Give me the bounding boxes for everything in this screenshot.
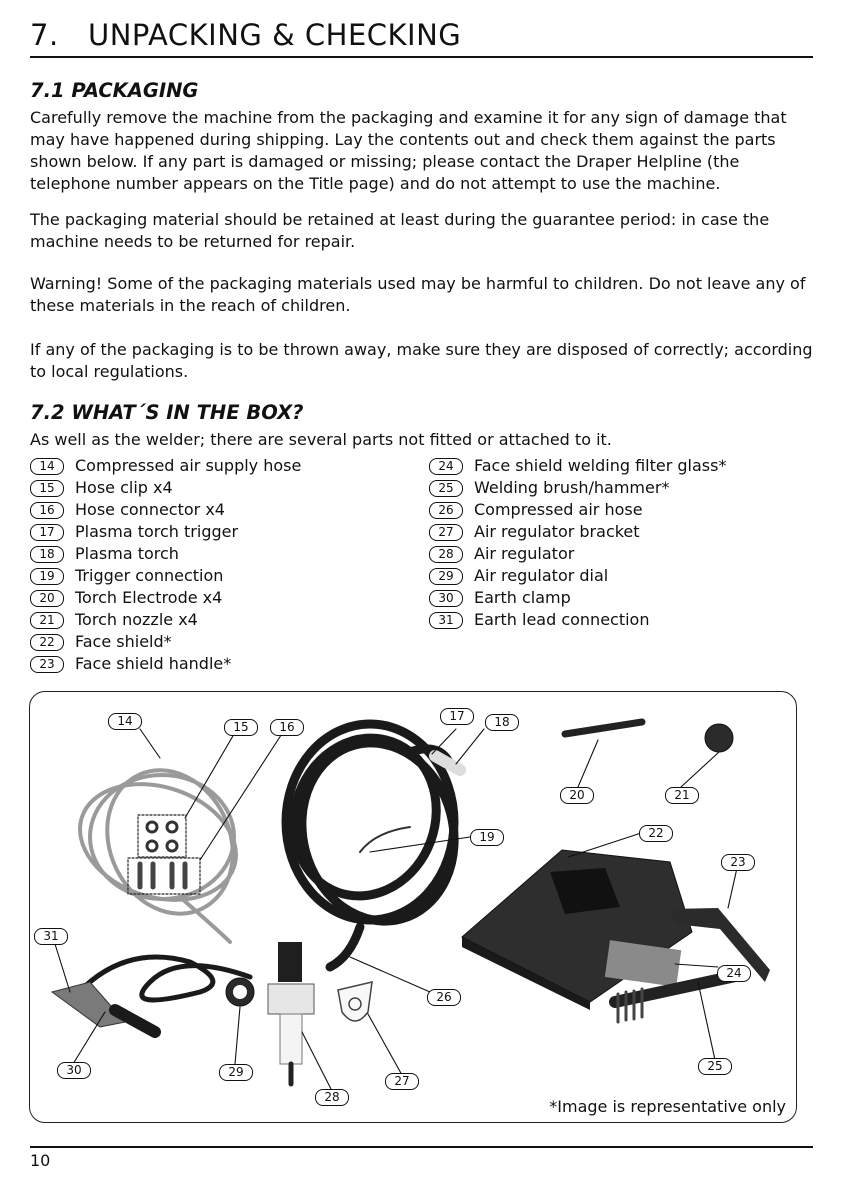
part-label: Welding brush/hammer* <box>474 478 670 497</box>
part-number-badge: 30 <box>429 590 463 607</box>
list-item <box>30 565 301 587</box>
callout-31: 31 <box>34 928 68 945</box>
part-label: Air regulator bracket <box>474 522 640 541</box>
callout-30: 30 <box>57 1062 91 1079</box>
list-item <box>429 565 726 587</box>
part-label: Face shield* <box>75 632 172 651</box>
list-item <box>30 631 301 653</box>
list-item <box>30 609 301 631</box>
list-item <box>429 543 726 565</box>
callout-16: 16 <box>270 719 304 736</box>
part-number-badge: 14 <box>30 458 64 475</box>
callout-15: 15 <box>224 719 258 736</box>
packaging-paragraph-1: Carefully remove the machine from the packaging and examine it for any sign of damage that may have happened during shipping. Lay the contents out and check them against the parts shown below. If any part is damaged or missing; please contact the Draper Helpline (the telephone number appears on the Title page) and do not attempt to use the machine. <box>30 108 787 193</box>
section-title-text: UNPACKING & CHECKING <box>88 18 462 52</box>
parts-list-right <box>429 455 726 631</box>
trigger-lead <box>360 827 410 852</box>
nozzle-illustration <box>705 724 733 752</box>
part-label: Torch nozzle x4 <box>75 610 198 629</box>
electrode-illustration <box>565 722 642 734</box>
part-number-badge: 22 <box>30 634 64 651</box>
callout-28: 28 <box>315 1089 349 1106</box>
list-item <box>30 499 301 521</box>
title-divider <box>30 56 813 58</box>
face-shield-illustration <box>462 850 692 1010</box>
part-number-badge: 24 <box>429 458 463 475</box>
packaging-heading: 7.1 PACKAGING <box>30 79 199 102</box>
part-number-badge: 23 <box>30 656 64 673</box>
packaging-paragraph-2: The packaging material should be retained at least during the guarantee period: in case the machine needs to be returned for repair. <box>30 210 770 251</box>
section-title <box>30 18 461 52</box>
list-item <box>429 587 726 609</box>
part-label: Plasma torch trigger <box>75 522 239 541</box>
part-number-badge: 26 <box>429 502 463 519</box>
list-item <box>30 455 301 477</box>
packaging-paragraph-3: Warning! Some of the packaging materials used may be harmful to children. Do not leave any of these materials in the reach of children. <box>30 274 806 315</box>
parts-list-left <box>30 455 301 675</box>
callout-17: 17 <box>440 708 474 725</box>
part-label: Plasma torch <box>75 544 179 563</box>
part-label: Air regulator <box>474 544 575 563</box>
page-number: 10 <box>30 1151 51 1170</box>
part-number-badge: 21 <box>30 612 64 629</box>
packaging-paragraph-4: If any of the packaging is to be thrown away, make sure they are disposed of correctly; according to local regulations. <box>30 340 813 381</box>
callout-26: 26 <box>427 989 461 1006</box>
part-label: Compressed air supply hose <box>75 456 302 475</box>
part-label: Trigger connection <box>75 566 224 585</box>
callout-23: 23 <box>721 854 755 871</box>
part-number-badge: 29 <box>429 568 463 585</box>
part-number-badge: 18 <box>30 546 64 563</box>
callout-20: 20 <box>560 787 594 804</box>
list-item <box>30 477 301 499</box>
hose-clips-illustration <box>147 822 177 851</box>
part-number-badge: 31 <box>429 612 463 629</box>
callout-21: 21 <box>665 787 699 804</box>
welding-brush-illustration <box>615 975 740 1022</box>
list-item <box>429 455 726 477</box>
part-number-badge: 15 <box>30 480 64 497</box>
list-item <box>30 543 301 565</box>
parts-figure <box>29 691 797 1123</box>
list-item <box>30 653 301 675</box>
earth-clamp-illustration <box>52 957 250 1032</box>
callout-18: 18 <box>485 714 519 731</box>
footer-divider <box>30 1146 813 1148</box>
list-item <box>429 499 726 521</box>
part-label: Face shield welding filter glass* <box>474 456 727 475</box>
callout-29: 29 <box>219 1064 253 1081</box>
air-regulator-illustration <box>268 942 314 1084</box>
parts-illustration <box>30 692 797 1123</box>
callout-14: 14 <box>108 713 142 730</box>
part-label: Air regulator dial <box>474 566 609 585</box>
callout-22: 22 <box>639 825 673 842</box>
box-heading: 7.2 WHAT´S IN THE BOX? <box>30 401 304 424</box>
air-supply-hose-illustration <box>65 750 256 942</box>
part-label: Earth lead connection <box>474 610 650 629</box>
callout-24: 24 <box>717 965 751 982</box>
regulator-bracket-illustration <box>338 982 372 1021</box>
part-number-badge: 20 <box>30 590 64 607</box>
part-label: Earth clamp <box>474 588 571 607</box>
hose-clips-box <box>138 815 186 857</box>
list-item <box>429 521 726 543</box>
part-label: Face shield handle* <box>75 654 232 673</box>
representative-note: *Image is representative only <box>549 1097 786 1116</box>
part-label: Hose connector x4 <box>75 500 225 519</box>
callout-19: 19 <box>470 829 504 846</box>
part-label: Compressed air hose <box>474 500 643 519</box>
part-number-badge: 27 <box>429 524 463 541</box>
section-number: 7. <box>30 18 59 52</box>
part-number-badge: 28 <box>429 546 463 563</box>
part-label: Hose clip x4 <box>75 478 173 497</box>
hose-connectors-illustration <box>140 864 185 887</box>
part-number-badge: 19 <box>30 568 64 585</box>
list-item <box>429 609 726 631</box>
part-number-badge: 16 <box>30 502 64 519</box>
list-item <box>429 477 726 499</box>
list-item <box>30 521 301 543</box>
box-intro: As well as the welder; there are several parts not fitted or attached to it. <box>30 430 612 449</box>
callout-25: 25 <box>698 1058 732 1075</box>
list-item <box>30 587 301 609</box>
callout-27: 27 <box>385 1073 419 1090</box>
part-number-badge: 17 <box>30 524 64 541</box>
part-label: Torch Electrode x4 <box>75 588 223 607</box>
part-number-badge: 25 <box>429 480 463 497</box>
